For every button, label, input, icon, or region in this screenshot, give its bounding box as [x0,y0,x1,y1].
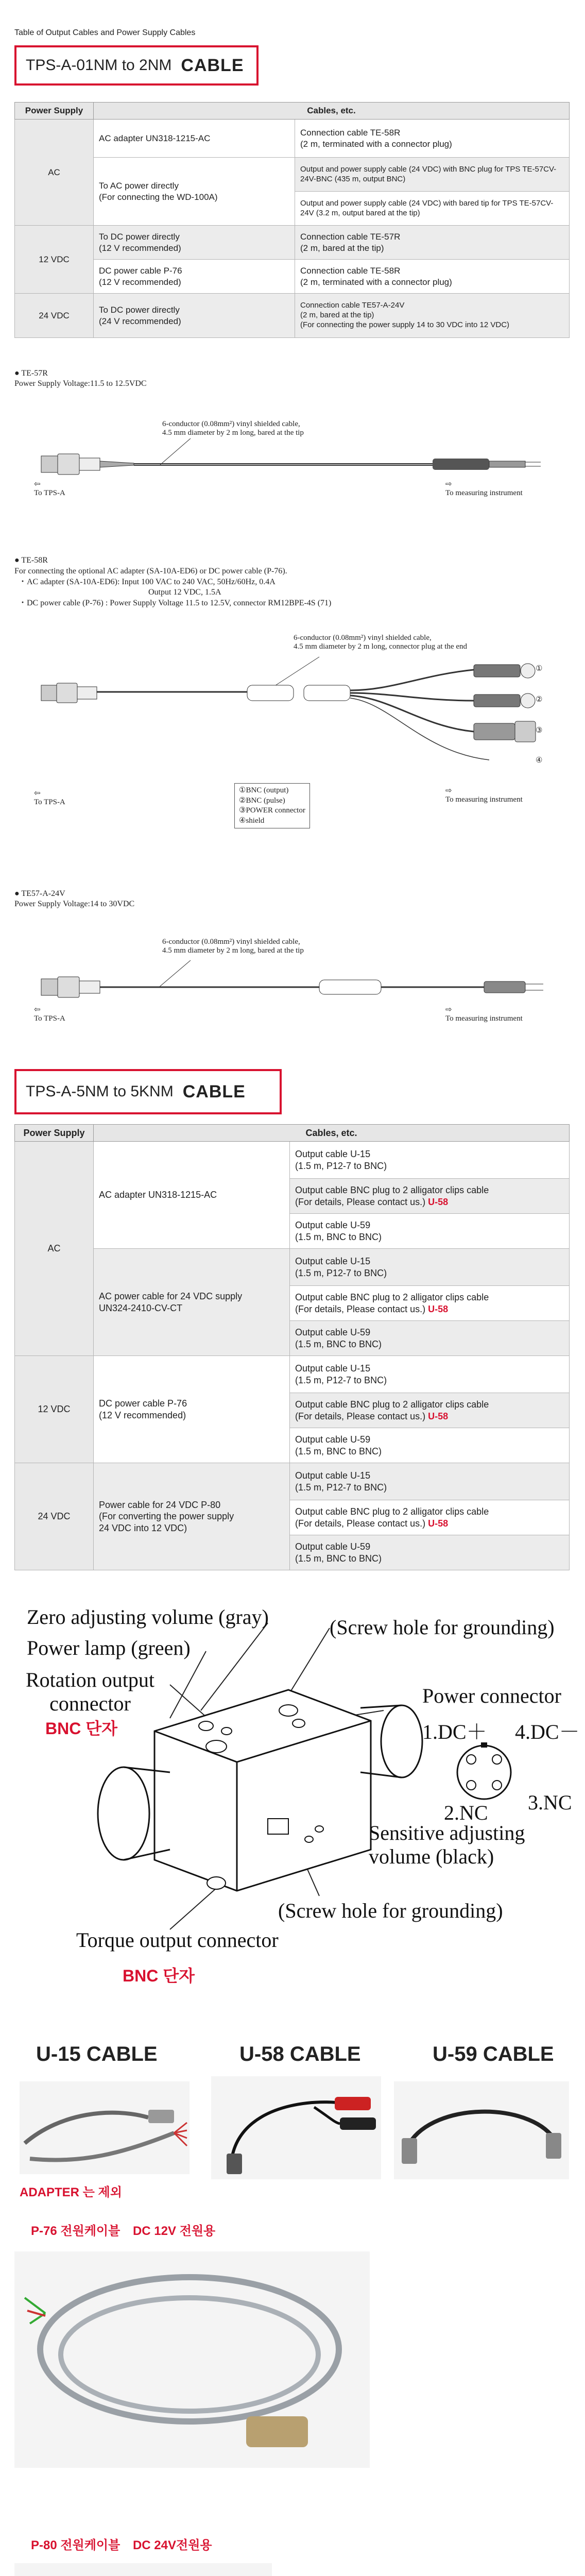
te57r-name: TE-57R [21,369,48,378]
adapter-note: ADAPTER 는 제외 [20,2185,122,2199]
cell2-12v-src: DC power cable P-76 (12 V recommended) [94,1356,290,1463]
page-heading: Table of Output Cables and Power Supply Cables [14,28,196,37]
te57a-desc: 6-conductor (0.08mm²) vinyl shielded cable, 4.5 mm diameter by 2 m long, bared at the tip [162,938,304,955]
cell2-u15-a: Output cable U-15 (1.5 m, P12-7 to BNC) [290,1142,570,1179]
u58-title: U-58 CABLE [239,2043,361,2065]
cell-ac-adapter-cable: Connection cable TE-58R (2 m, terminated with a connector plug) [295,120,570,158]
u58-cable-photo [211,2076,381,2179]
u15-cable-photo [20,2081,190,2174]
label-power-connector: Power connector [422,1684,561,1707]
cell-24v-cable: Connection cable TE57-A-24V (2 m, bared at the tip) (For connecting the power supply 14 to 30 VDC into 12 VDC) [295,294,570,338]
p76-caption: P-76 전원케이블 DC 12V 전원용 [31,2224,216,2238]
u58-code-a: U-58 [428,1196,449,1207]
te57r-desc: 6-conductor (0.08mm²) vinyl shielded cable, 4.5 mm diameter by 2 m long, bared at the tip [162,420,304,437]
cell2-ac: AC [15,1142,94,1356]
cable-table-1 [14,102,570,338]
u58-code-b: U-58 [428,1303,449,1314]
p80-caption: P-80 전원케이블 DC 24V전원용 [31,2538,212,2552]
te58r-name: TE-58R [21,556,48,565]
te58r-num-1: ① [536,665,543,673]
cell2-u58-d: Output cable BNC plug to 2 alligator clips cable (For details, Please contact us.) U-58 [290,1500,570,1535]
cell2-u15-b: Output cable U-15 (1.5 m, P12-7 to BNC) [290,1249,570,1286]
cell-12v-direct-cable: Connection cable TE-57R (2 m, bared at the tip) [295,226,570,260]
th-power-supply: Power Supply [15,103,94,120]
pin-dc-minus: 4.DC－ [515,1720,580,1743]
u58-code-c: U-58 [428,1411,449,1421]
label-rotation-output: Rotation output connector [26,1668,154,1715]
te57a-right: ⇨ To measuring instrument [445,1006,523,1023]
te57r-left: ⇦ To TPS-A [34,480,65,497]
cell-12vdc: 12 VDC [15,226,94,294]
cell-ac-adapter: AC adapter UN318-1215-AC [94,120,295,158]
pin-nc-3: 3.NC [528,1791,572,1814]
cell2-u59-a: Output cable U-59 (1.5 m, BNC to BNC) [290,1214,570,1249]
te58r-block: ● TE-58R For connecting the optional AC adapter (SA-10A-ED6) or DC power cable (P-76). ・AC adapter (SA-10A-ED6): Input 100 VAC to 240 VAC, 50Hz/60Hz, 0.4A Output 12 VDC, 1.5A ・DC power cable (P-76) : Power Supply Voltage 11.5 to 12.5V, connector RM12BPE-4S (71) [14,556,332,608]
cell-ac-direct: To AC power directly (For connecting the WD-100A) [94,158,295,226]
label-sensitive-volume: Sensitive adjusting volume (black) [369,1821,525,1868]
label-screw-top: (Screw hole for grounding) [330,1616,555,1639]
cell-12v-direct: To DC power directly (12 V recommended) [94,226,295,260]
te58r-right: ⇨ To measuring instrument [445,787,523,804]
label-bnc-korean-2: BNC 단자 [123,1967,195,1985]
te58r-num-4: ④ [536,756,543,765]
p76-cable-photo [14,2251,370,2468]
u59-cable-photo [394,2081,569,2179]
cell2-12vdc: 12 VDC [15,1356,94,1463]
label-zero-volume: Zero adjusting volume (gray) [27,1605,269,1629]
cell2-u15-c: Output cable U-15 (1.5 m, P12-7 to BNC) [290,1356,570,1393]
cell2-24vdc: 24 VDC [15,1463,94,1570]
te58r-desc: 6-conductor (0.08mm²) vinyl shielded cable, 4.5 mm diameter by 2 m long, connector plug at the end [294,634,468,651]
label-power-lamp: Power lamp (green) [27,1636,191,1659]
te57a-voltage: Power Supply Voltage:14 to 30VDC [14,900,135,908]
te58r-num-2: ② [536,696,543,704]
th-cables: Cables, etc. [94,103,570,120]
te57r-voltage: Power Supply Voltage:11.5 to 12.5VDC [14,379,147,388]
cell2-u58-a: Output cable BNC plug to 2 alligator clips cable (For details, Please contact us.) U-58 [290,1179,570,1214]
cell2-ac-adapter: AC adapter UN318-1215-AC [94,1142,290,1249]
u58-code-d: U-58 [428,1518,449,1529]
cell-12v-p76-cable: Connection cable TE-58R (2 m, terminated with a connector plug) [295,260,570,294]
cable-word-2: CABLE [182,1081,246,1101]
label-screw-bottom: (Screw hole for grounding) [278,1899,503,1922]
u59-title: U-59 CABLE [433,2043,554,2065]
pin-nc-2: 2.NC [444,1801,488,1824]
u15-title: U-15 CABLE [36,2043,158,2065]
cell2-u58-b: Output cable BNC plug to 2 alligator clips cable (For details, Please contact us.) U-58 [290,1286,570,1321]
p80-code: P-80 [31,2538,57,2552]
te58r-num-3: ③ [536,726,543,735]
model-range-2: TPS-A-5NM to 5KNM [26,1083,174,1100]
te57a-block: ● TE57-A-24V Power Supply Voltage:14 to 30VDC [14,889,135,908]
cell2-u15-d: Output cable U-15 (1.5 m, P12-7 to BNC) [290,1463,570,1500]
p76-code: P-76 [31,2224,57,2238]
model-range: TPS-A-01NM to 2NM [26,57,172,74]
pin-dc-plus: 1.DC＋ [422,1720,487,1743]
cell-ac-direct-cable-1: Output and power supply cable (24 VDC) with BNC plug for TPS TE-57CV-24V-BNC (435 m, output BNC) [295,158,570,192]
cell-24vdc: 24 VDC [15,294,94,338]
label-torque-output: Torque output connector [76,1928,279,1952]
te57a-name: TE57-A-24V [21,889,65,898]
te58r-left: ⇦ To TPS-A [34,789,65,806]
cell2-24v-src: Power cable for 24 VDC P-80 (For converting the power supply 24 VDC into 12 VDC) [94,1463,290,1570]
cell-12v-p76: DC power cable P-76 (12 V recommended) [94,260,295,294]
cell2-u59-c: Output cable U-59 (1.5 m, BNC to BNC) [290,1428,570,1463]
cell2-u59-b: Output cable U-59 (1.5 m, BNC to BNC) [290,1321,570,1356]
cell-ac: AC [15,120,94,226]
section-model-box [14,45,259,86]
cell-24v-direct: To DC power directly (24 V recommended) [94,294,295,338]
cell-ac-direct-cable-2: Output and power supply cable (24 VDC) with bared tip for TPS TE-57CV-24V (3.2 m, output bared at the tip) [295,192,570,226]
cell2-u58-c: Output cable BNC plug to 2 alligator clips cable (For details, Please contact us.) U-58 [290,1393,570,1428]
te57a-left: ⇦ To TPS-A [34,1006,65,1023]
section2-model-box [14,1069,282,1114]
cell2-u59-d: Output cable U-59 (1.5 m, BNC to BNC) [290,1535,570,1570]
th2-cables: Cables, etc. [94,1125,570,1142]
cell2-ac-psc: AC power cable for 24 VDC supply UN324-2410-CV-CT [94,1249,290,1356]
cable-table-2 [14,1124,570,1570]
te57r-block: ● TE-57R Power Supply Voltage:11.5 to 12.5VDC [14,369,147,388]
te58r-legend: ①BNC (output) ②BNC (pulse) ③POWER connector ④shield [234,783,310,828]
th2-power-supply: Power Supply [15,1125,94,1142]
cable-word: CABLE [181,55,244,75]
label-bnc-korean: BNC 단자 [45,1719,118,1738]
te57r-right: ⇨ To measuring instrument [445,480,523,497]
p80-cable-photo [14,2563,272,2576]
